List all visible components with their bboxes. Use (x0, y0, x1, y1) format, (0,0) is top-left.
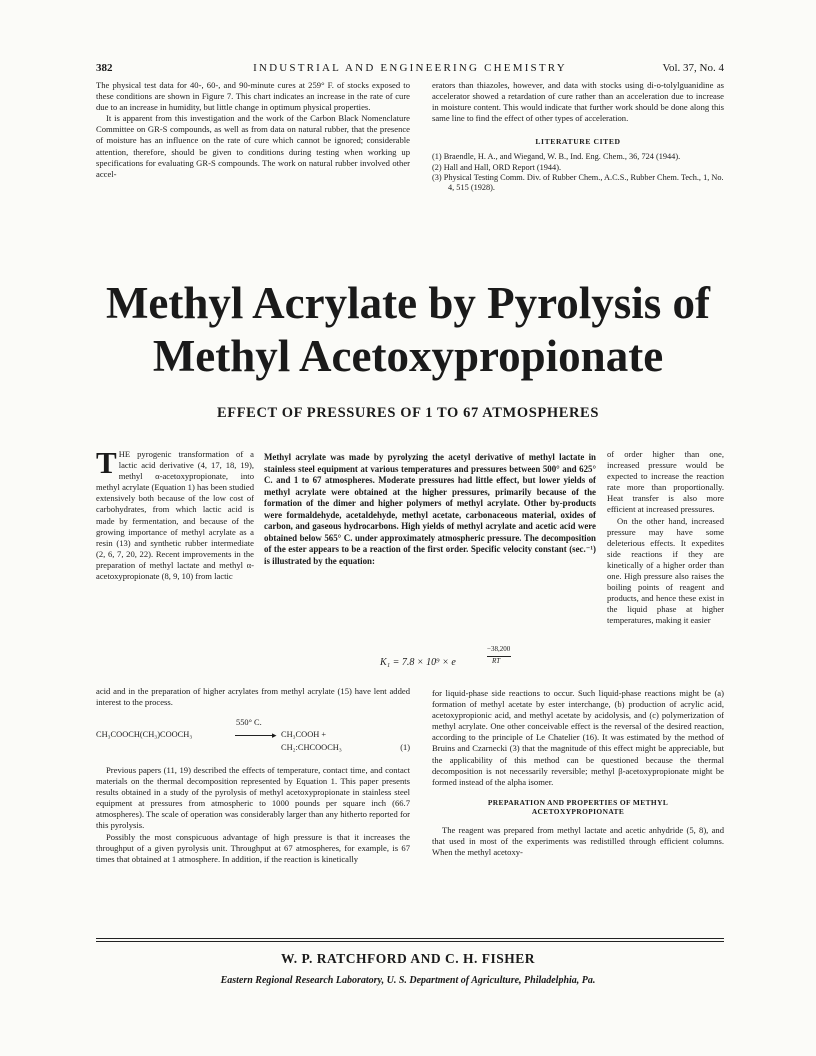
literature-cited-heading: LITERATURE CITED (535, 137, 621, 147)
intro-continued (96, 686, 410, 708)
author-affiliation: Eastern Regional Research Laboratory, U. S. Department of Agriculture, Philadelphia, Pa. (220, 975, 596, 986)
reference-item: (2) Hall and Hall, ORD Report (1944). (432, 162, 562, 172)
prev-paragraph: erators than thiazoles, however, and data with stocks using di-o-tolylguanidine as accelerator showed a retardation of cure rather than an acceleration due to increase in moisture content. This would indicate that further work should be done along this same line to find the effect of other types of acceleration. (432, 80, 724, 124)
volume-issue: Vol. 37, No. 4 (662, 62, 724, 74)
reaction-equation (96, 718, 410, 758)
section-heading-line: PREPARATION AND PROPERTIES OF METHYL (487, 797, 669, 807)
body-paragraph: The reagent was prepared from methyl lactate and acetic anhydride (5, 8), and that used in most of the experiments was redistilled through efficient columns. When the methyl acetoxy- (432, 824, 724, 858)
page-number: 382 (96, 62, 113, 74)
article-title (40, 277, 776, 383)
rate-equation-lhs: K₁ = 7.8 × 10⁹ × e (380, 657, 456, 668)
body-paragraph: On the other hand, increased pressure may have some deleterious effects. It expedites side reactions if they are kinetically of a higher order than one. High pressure also raises the boiling points of reagent and products, and hence these exist in the liquid phase at higher temperatures, making it easier (607, 515, 724, 626)
rate-exponent-numerator: −38,200 (487, 645, 511, 653)
journal-name: INDUSTRIAL AND ENGINEERING CHEMISTRY (253, 62, 567, 74)
reaction-product-1: CH₃COOH + (281, 730, 327, 739)
section-heading (432, 798, 724, 817)
abstract: Methyl acrylate was made by pyrolyzing the acetyl derivative of methyl lactate in stainless steel equipment at various temperatures and pressures between 500° and 625° C. and 1 to 67 atmospheres. Moderate pressures had little effect, but lower yields of methyl acrylate were obtained at the higher pressures, primarily because of the formation of the dimer and higher polymers of methyl acrylate. Other by-products were formaldehyde, acetaldehyde, methyl acetate, carbonaceous material, oxides of carbon, and gaseous hydrocarbons. High yields of methyl acrylate and acetic acid were obtained below 565° C. under approximately atmospheric pressure. The decomposition of the ester appears to be a reaction of the first order. Specific velocity constant (sec.⁻¹) is illustrated by the equation: (264, 452, 596, 566)
reaction-product-2: CH₂:CHCOOCH₃ (281, 743, 342, 752)
drop-cap: T (96, 445, 117, 480)
body-paragraph: Possibly the most conspicuous advantage of high pressure is that it increases the throughput of a given pyrolysis unit. Throughput at 67 atmospheres, for example, is 67 times that obtained at 1 atmosphere. In addition, if the reaction is kinetically (96, 831, 410, 864)
running-header (96, 62, 724, 78)
body-paragraph: of order higher than one, increased pressure would be expected to increase the reaction rate more than proportionally. Heat transfer is also more efficient at increased pressures. (607, 449, 724, 515)
right-narrow-column (607, 449, 724, 627)
reaction-condition: 550° C. (236, 718, 262, 727)
prev-paragraph: It is apparent from this investigation and the work of the Carbon Black Nomenclature Committee on GR-S compounds, as well as from data on natural rubber, that the presence of moisture has an influence on the rate of cure which cannot be ignored; considerable attention, therefore, should be given to conditions during testing when working up specifications for evaluating GR-S compounds. The work on natural rubber involved other accel- (96, 113, 410, 179)
intro-column (96, 445, 254, 582)
reference-item: (3) Physical Testing Comm. Div. of Rubber Chem., A.C.S., Rubber Chem. Tech., 1, No. 4, 515 (1928). (432, 172, 724, 193)
title-line: Methyl Acetoxypropionate (152, 331, 664, 381)
body-paragraph: for liquid-phase side reactions to occur. Such liquid-phase reactions might be (a) formation of methyl acetate by ester interchange, (b) production of acrylic acid, acetoxypropionic acid, and methyl acetate by acidolysis, and (c) polymerization of methyl acrylate. One other conceivable effect is the reversal of the desired reaction, according to the principle of Le Chatelier (16). It was estimated by the method of Bruins and Czarnecki (3) that the magnitude of this effect might be appreciable, but the applicability of this method can be questioned because the thermal decomposition is not necessarily reversible; methyl β-acetoxypropionate might be formed instead of the alpha isomer. (432, 688, 724, 787)
equation-number: (1) (400, 743, 410, 752)
prev-article-left-column (96, 80, 410, 180)
arrow-head-icon: ▸ (272, 730, 277, 740)
footer-rule-bottom (96, 941, 724, 942)
footer-rule-top (96, 938, 724, 939)
title-line: Methyl Acrylate by Pyrolysis of (105, 278, 711, 328)
rate-equation (380, 645, 530, 675)
reaction-arrow-line (235, 735, 275, 736)
article-subtitle: EFFECT OF PRESSURES OF 1 TO 67 ATMOSPHERES (216, 405, 599, 421)
right-wide-column (432, 688, 724, 858)
intro-continued-text: acid and in the preparation of higher acrylates from methyl acrylate (15) have lent added interest to the process. (96, 686, 410, 708)
prev-article-right-column (432, 80, 724, 193)
reaction-reactant: CH₃COOCH(CH₃)COOCH₃ (96, 730, 193, 739)
rate-exponent-denominator: RT (492, 657, 501, 665)
section-heading-line: ACETOXYPROPIONATE (531, 807, 625, 817)
prev-paragraph: The physical test data for 40-, 60-, and 90-minute cures at 259° F. of stocks exposed to these conditions are shown in Figure 7. This chart indicates an increase in the rate of cure due to an increase in humidity, but little change in optimum physical properties. (96, 80, 410, 113)
left-body-column (96, 765, 410, 865)
intro-text: HE pyrogenic transformation of a lactic acid derivative (4, 17, 18, 19), methyl α-acetoxypropionate, into methyl acrylate (Equation 1) has been studied extensively both because of the low cost of carbohydrates, from which lactic acid is made by fermentation, and because of the growing importance of methyl acrylate as a resin (13) and synthetic rubber intermediate (2, 6, 7, 20, 22). Recent improvements in the preparation of methyl lactate and methyl α-acetoxypropionate (8, 9, 10) from lactic (96, 449, 254, 582)
author-names: W. P. RATCHFORD AND C. H. FISHER (280, 951, 536, 966)
body-paragraph: Previous papers (11, 19) described the effects of temperature, contact time, and contact materials on the thermal decomposition represented by Equation 1. This paper presents results obtained in a study of the pyrolysis of methyl acetoxypropionate in stainless steel equipment at pressures from atmospheric to 1000 pounds per square inch (66.7 atmospheres). The scale of operation was considerably larger than any hitherto reported for this pyrolysis. (96, 765, 410, 831)
reference-item: (1) Braendle, H. A., and Wiegand, W. B., Ind. Eng. Chem., 36, 724 (1944). (432, 152, 681, 162)
